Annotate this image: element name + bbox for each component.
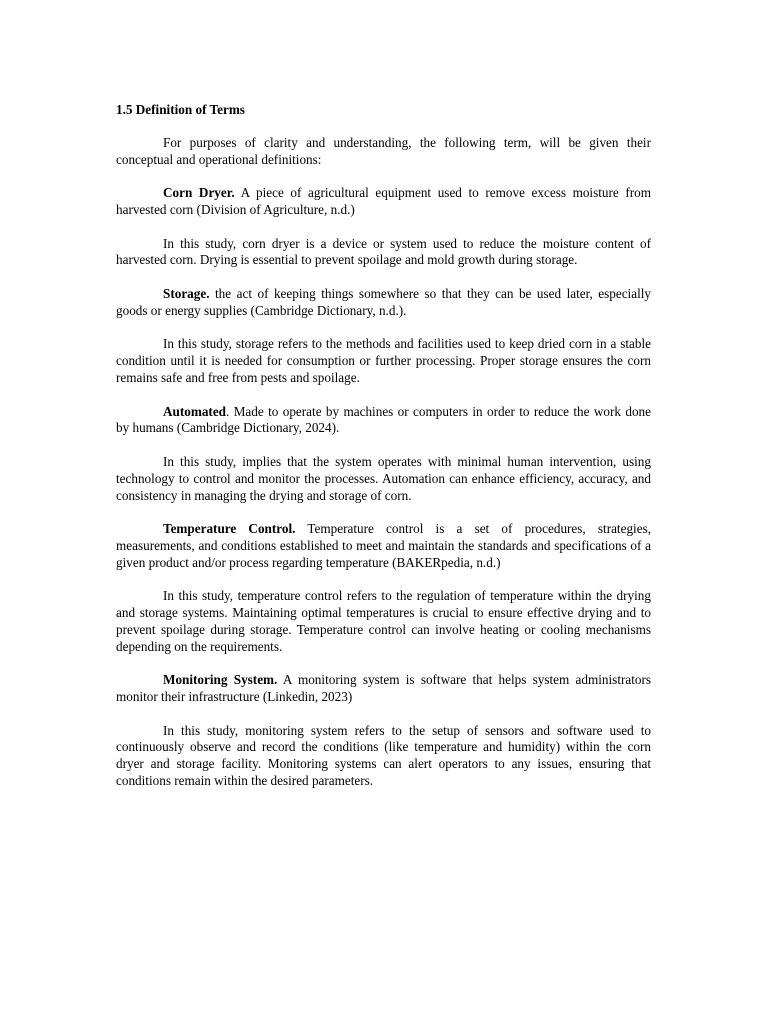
term-temperature-control-conceptual: Temperature control is a set of procedures, strategies, measurements, and conditions established to meet and maintain the standards and specifications of a given product and/or process regarding temperature (BAKERpedia, n.d.) xyxy=(116,521,651,570)
term-automated-operational: In this study, implies that the system operates with minimal human intervention, using technology to control and monitor the processes. Automation can enhance efficiency, accuracy, and consistency in managing the drying and storage of corn. xyxy=(116,453,651,503)
term-temperature-control-definition xyxy=(116,521,651,571)
term-corn-dryer-label: Corn Dryer. xyxy=(163,185,235,201)
document-page xyxy=(116,102,651,807)
term-monitoring-system-definition xyxy=(116,672,651,706)
term-monitoring-system-conceptual: A monitoring system is software that helps system administrators monitor their infrastructure (Linkedin, 2023) xyxy=(116,672,652,705)
term-storage-conceptual: the act of keeping things somewhere so that they can be used later, especially goods or energy supplies (Cambridge Dictionary, n.d.). xyxy=(116,285,651,318)
term-monitoring-system-label: Monitoring System. xyxy=(163,672,278,688)
term-corn-dryer-definition xyxy=(116,185,651,219)
term-temperature-control-label: Temperature Control. xyxy=(163,521,296,537)
term-automated-definition xyxy=(116,404,651,438)
term-storage-operational: In this study, storage refers to the methods and facilities used to keep dried corn in a stable condition until it is needed for consumption or further processing. Proper storage ensures the corn remains safe and free from pests and spoilage. xyxy=(116,336,651,385)
term-corn-dryer-operational: In this study, corn dryer is a device or system used to reduce the moisture content of harvested corn. Drying is essential to prevent spoilage and mold growth during storage. xyxy=(116,235,651,268)
term-corn-dryer-conceptual: A piece of agricultural equipment used to remove excess moisture from harvested corn (Division of Agriculture, n.d.) xyxy=(116,185,651,217)
section-heading: 1.5 Definition of Terms xyxy=(116,102,245,117)
term-storage-definition xyxy=(116,286,651,320)
term-automated-label: Automated xyxy=(163,403,227,419)
term-storage-label: Storage. xyxy=(163,285,210,301)
term-monitoring-system-operational: In this study, monitoring system refers to the setup of sensors and software used to continuously observe and record the conditions (like temperature and humidity) within the corn dryer and storage facility. Monitoring systems can alert operators to any issues, ensuring that conditions remain within the desired parameters. xyxy=(116,722,651,789)
term-temperature-control-operational: In this study, temperature control refers to the regulation of temperature within the drying and storage systems. Maintaining optimal temperatures is crucial to ensure effective drying and to prevent spoilage during storage. Temperature control can involve heating or cooling mechanisms depending on the requirements. xyxy=(116,588,651,654)
intro-paragraph: For purposes of clarity and understanding, the following term, will be given their conceptual and operational definitions: xyxy=(116,134,651,167)
term-automated-conceptual: . Made to operate by machines or computers in order to reduce the work done by humans (Cambridge Dictionary, 2024). xyxy=(116,403,651,436)
